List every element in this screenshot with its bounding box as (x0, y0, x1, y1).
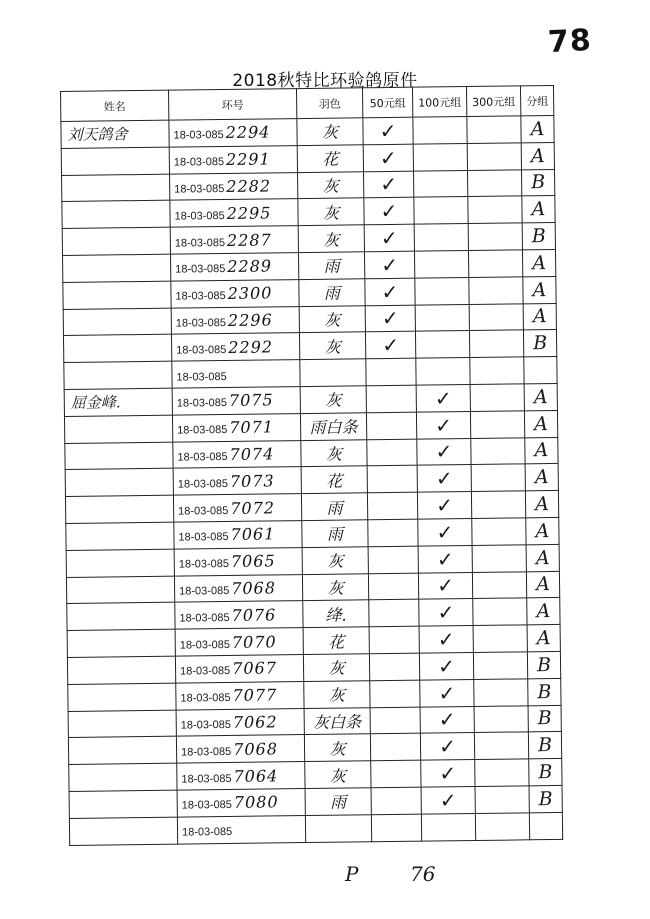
group-100-check-cell (421, 813, 475, 840)
feather-color-cell: 灰 (302, 547, 368, 575)
ring-prefix: 18-03-085 (181, 799, 232, 812)
group-100-check-cell: ✓ (421, 786, 475, 813)
column-header-group-300: 300元组 (466, 86, 520, 117)
ring-number-cell (173, 467, 301, 495)
owner-name-cell (64, 415, 172, 443)
feather-color-cell: 灰 (298, 198, 364, 226)
ring-number-cell (176, 735, 304, 763)
owner-name-cell (69, 790, 177, 818)
group-300-check-cell (470, 411, 524, 438)
ring-suffix-handwritten: 7068 (231, 578, 277, 598)
ring-suffix-handwritten: 2300 (227, 283, 273, 304)
ring-suffix-handwritten: 2296 (227, 310, 273, 330)
owner-name-cell (66, 522, 174, 550)
owner-name-cell (63, 254, 171, 282)
group-100-check-cell: ✓ (419, 626, 473, 653)
ring-prefix: 18-03-085 (180, 692, 231, 705)
group-letter-cell: A (523, 303, 556, 330)
group-300-check-cell (471, 437, 525, 464)
group-50-check-cell: ✓ (365, 305, 415, 332)
ring-suffix-handwritten: 7072 (230, 497, 276, 518)
group-300-check-cell (472, 571, 526, 598)
ring-prefix: 18-03-085 (179, 584, 230, 598)
footer-mark-p: P (345, 862, 359, 886)
group-100-check-cell: ✓ (416, 411, 470, 438)
group-100-check-cell (414, 197, 468, 224)
ring-number-cell (173, 440, 301, 468)
ring-number-cell (175, 628, 303, 656)
ring-suffix-handwritten: 7077 (232, 685, 278, 706)
column-header-group: 分组 (520, 85, 553, 115)
owner-name-cell (67, 656, 175, 684)
group-50-check-cell: ✓ (364, 251, 414, 278)
group-100-check-cell: ✓ (418, 518, 472, 545)
ring-suffix-handwritten: 7070 (231, 631, 277, 652)
table-row (69, 812, 562, 845)
ring-prefix: 18-03-085 (175, 263, 226, 276)
group-100-check-cell (415, 277, 469, 304)
group-letter-cell: B (523, 330, 556, 357)
ring-number-cell (177, 788, 305, 816)
ring-suffix-handwritten: 7075 (228, 390, 274, 411)
footer-mark-number: 76 (410, 862, 436, 886)
group-50-check-cell (370, 707, 420, 734)
ring-suffix-handwritten: 7076 (231, 605, 277, 625)
group-50-check-cell (369, 626, 419, 653)
owner-name-cell (61, 147, 169, 175)
ring-suffix-handwritten: 2289 (227, 256, 273, 277)
ring-number-cell (172, 387, 300, 415)
ring-prefix: 18-03-085 (176, 370, 227, 384)
group-letter-cell (529, 812, 562, 839)
group-letter-cell: A (525, 464, 558, 491)
group-letter-cell (524, 357, 557, 384)
ring-suffix-handwritten: 7074 (229, 444, 275, 464)
ring-prefix: 18-03-085 (174, 209, 225, 223)
group-100-check-cell: ✓ (418, 572, 472, 599)
ring-prefix: 18-03-085 (178, 504, 229, 518)
ring-suffix-handwritten: 2294 (225, 122, 271, 143)
ring-number-cell (176, 681, 304, 709)
ring-prefix: 18-03-085 (177, 450, 228, 464)
group-300-check-cell (472, 518, 526, 545)
group-100-check-cell (415, 304, 469, 331)
column-header-name: 姓名 (61, 90, 169, 121)
group-300-check-cell (473, 598, 527, 625)
owner-name-cell (69, 817, 177, 845)
ring-prefix: 18-03-085 (180, 718, 231, 732)
owner-name-cell (68, 683, 176, 711)
group-50-check-cell (369, 599, 419, 626)
group-100-check-cell (413, 117, 467, 144)
ring-prefix: 18-03-085 (176, 343, 227, 357)
feather-color-cell: 灰 (299, 332, 365, 360)
ring-prefix: 18-03-085 (173, 129, 224, 143)
feather-color-cell: 雨 (301, 493, 367, 521)
group-50-check-cell: ✓ (365, 278, 415, 305)
group-letter-cell: A (524, 383, 557, 410)
ring-number-cell (170, 172, 298, 200)
group-letter-cell: B (521, 169, 554, 196)
ring-number-cell (175, 601, 303, 629)
feather-color-cell: 灰 (301, 439, 367, 467)
ring-suffix-handwritten: 7065 (230, 551, 276, 572)
ring-number-cell (175, 655, 303, 683)
feather-color-cell: 灰 (304, 680, 370, 708)
group-300-check-cell (475, 786, 529, 813)
ring-prefix: 18-03-085 (181, 826, 233, 839)
group-300-check-cell (473, 625, 527, 652)
ring-suffix-handwritten: 7073 (229, 471, 275, 491)
group-100-check-cell: ✓ (420, 706, 474, 733)
ring-number-cell (171, 333, 299, 361)
owner-name-cell: 屈金峰. (64, 388, 172, 416)
column-header-group-50: 50元组 (362, 87, 412, 118)
group-letter-cell: A (525, 491, 558, 518)
group-letter-cell: A (523, 276, 556, 303)
feather-color-cell: 灰 (299, 305, 365, 333)
ring-prefix: 18-03-085 (176, 397, 228, 410)
group-letter-cell: A (527, 598, 560, 625)
group-100-check-cell: ✓ (420, 733, 474, 760)
group-50-check-cell: ✓ (364, 224, 414, 251)
group-50-check-cell (366, 385, 416, 412)
ring-suffix-handwritten: 7064 (233, 765, 279, 786)
group-letter-cell: B (527, 651, 560, 678)
owner-name-cell (64, 361, 172, 389)
owner-name-cell (66, 549, 174, 577)
group-letter-cell: A (521, 115, 554, 142)
owner-name-cell (67, 602, 175, 630)
ring-number-cell (169, 145, 297, 173)
group-50-check-cell: ✓ (363, 117, 413, 144)
owner-name-cell: 刘天鸽舍 (61, 120, 169, 148)
owner-name-cell (62, 174, 170, 202)
group-100-check-cell (415, 331, 469, 358)
feather-color-cell: 灰 (298, 171, 364, 199)
ring-suffix-handwritten: 2295 (226, 203, 272, 223)
ring-number-cell (171, 279, 299, 307)
group-letter-cell: A (527, 625, 560, 652)
group-300-check-cell (470, 384, 524, 411)
group-50-check-cell: ✓ (363, 144, 413, 171)
group-50-check-cell (370, 680, 420, 707)
feather-color-cell (305, 814, 371, 842)
owner-name-cell (63, 308, 171, 336)
owner-name-cell (68, 736, 176, 764)
feather-color-cell: 雨白条 (300, 413, 366, 441)
group-100-check-cell: ✓ (420, 679, 474, 706)
group-letter-cell: B (528, 705, 561, 732)
group-100-check-cell (413, 143, 467, 170)
ring-number-cell (173, 494, 301, 522)
group-letter-cell: A (526, 571, 559, 598)
group-300-check-cell (467, 169, 521, 196)
group-50-check-cell (371, 760, 421, 787)
ring-number-cell (174, 521, 302, 549)
group-100-check-cell (414, 251, 468, 278)
group-100-check-cell: ✓ (416, 384, 470, 411)
group-300-check-cell (467, 116, 521, 143)
group-50-check-cell (370, 733, 420, 760)
ring-prefix: 18-03-085 (181, 745, 232, 759)
ring-number-cell (172, 413, 300, 441)
group-100-check-cell: ✓ (417, 492, 471, 519)
group-100-check-cell: ✓ (418, 545, 472, 572)
feather-color-cell: 灰 (302, 573, 368, 601)
group-300-check-cell (469, 330, 523, 357)
group-50-check-cell (371, 787, 421, 814)
feather-color-cell: 灰 (303, 654, 369, 682)
feather-color-cell: 绛. (303, 600, 369, 628)
group-letter-cell: A (526, 544, 559, 571)
group-300-check-cell (475, 759, 529, 786)
ring-number-cell (176, 708, 304, 736)
owner-name-cell (68, 710, 176, 738)
group-letter-cell: A (525, 437, 558, 464)
group-100-check-cell: ✓ (419, 599, 473, 626)
register-table-wrapper (60, 85, 562, 854)
group-300-check-cell (475, 813, 529, 840)
group-letter-cell: B (529, 785, 562, 812)
owner-name-cell (65, 442, 173, 470)
group-50-check-cell (367, 466, 417, 493)
feather-color-cell: 花 (297, 145, 363, 173)
owner-name-cell (65, 495, 173, 523)
feather-color-cell (300, 359, 366, 387)
column-header-ring: 环号 (168, 89, 296, 121)
group-letter-cell: A (522, 196, 555, 223)
ring-prefix: 18-03-085 (178, 531, 229, 544)
owner-name-cell (62, 227, 170, 255)
owner-name-cell (63, 335, 171, 363)
ring-suffix-handwritten: 7067 (232, 658, 278, 679)
owner-name-cell (67, 629, 175, 657)
ring-suffix-handwritten: 7071 (229, 417, 275, 438)
group-300-check-cell (471, 491, 525, 518)
ring-number-cell (169, 119, 297, 147)
feather-color-cell: 灰 (304, 734, 370, 762)
feather-color-cell: 雨 (302, 520, 368, 548)
group-300-check-cell (471, 464, 525, 491)
group-50-check-cell (367, 439, 417, 466)
ring-prefix: 18-03-085 (173, 156, 225, 169)
ring-suffix-handwritten: 2282 (226, 176, 272, 196)
group-letter-cell: A (521, 142, 554, 169)
group-50-check-cell (368, 519, 418, 546)
group-100-check-cell (414, 170, 468, 197)
group-letter-cell: B (529, 759, 562, 786)
group-50-check-cell: ✓ (364, 198, 414, 225)
document-title: 2018秋特比环验鸽原件 (232, 71, 418, 91)
group-50-check-cell (366, 412, 416, 439)
group-100-check-cell (414, 224, 468, 251)
ring-prefix: 18-03-085 (175, 316, 227, 330)
ring-suffix-handwritten: 2287 (226, 230, 272, 250)
ring-number-cell (177, 762, 305, 790)
ring-number-cell (174, 547, 302, 575)
owner-name-cell (63, 281, 171, 309)
group-100-check-cell (416, 358, 470, 385)
feather-color-cell: 雨 (305, 788, 371, 816)
feather-color-cell: 灰 (298, 225, 364, 253)
group-50-check-cell: ✓ (365, 332, 415, 359)
table-body (61, 115, 563, 844)
page-number: 78 (547, 22, 593, 61)
feather-color-cell: 灰白条 (304, 707, 370, 735)
ring-suffix-handwritten: 7080 (233, 792, 279, 813)
group-100-check-cell: ✓ (421, 760, 475, 787)
ring-number-cell (174, 574, 302, 602)
column-header-group-100: 100元组 (412, 87, 466, 118)
ring-number-cell (171, 306, 299, 334)
ring-suffix-handwritten: 7061 (230, 524, 276, 545)
ring-prefix: 18-03-085 (178, 558, 230, 571)
owner-name-cell (65, 469, 173, 497)
ring-suffix-handwritten: 2291 (225, 149, 271, 170)
ring-prefix: 18-03-085 (177, 477, 229, 491)
group-300-check-cell (469, 277, 523, 304)
feather-color-cell: 灰 (297, 118, 363, 146)
feather-color-cell: 花 (303, 627, 369, 655)
group-300-check-cell (472, 545, 526, 572)
ring-prefix: 18-03-085 (179, 611, 230, 625)
group-300-check-cell (468, 250, 522, 277)
owner-name-cell (66, 576, 174, 604)
group-letter-cell: B (528, 678, 561, 705)
ring-suffix-handwritten: 7062 (232, 712, 278, 732)
group-100-check-cell: ✓ (417, 465, 471, 492)
group-letter-cell: B (522, 223, 555, 250)
group-50-check-cell (366, 358, 416, 385)
group-300-check-cell (474, 732, 528, 759)
ring-number-cell (177, 815, 305, 843)
ring-prefix: 18-03-085 (177, 424, 228, 437)
group-300-check-cell (468, 223, 522, 250)
ring-number-cell (172, 360, 300, 388)
ring-prefix: 18-03-085 (181, 772, 232, 786)
group-300-check-cell (468, 196, 522, 223)
group-300-check-cell (467, 143, 521, 170)
group-300-check-cell (474, 679, 528, 706)
group-100-check-cell: ✓ (417, 438, 471, 465)
feather-color-cell: 雨 (298, 252, 364, 280)
owner-name-cell (69, 763, 177, 791)
group-50-check-cell (371, 814, 421, 841)
ring-number-cell (170, 199, 298, 227)
feather-color-cell: 花 (301, 466, 367, 494)
ring-prefix: 18-03-085 (175, 290, 226, 303)
group-300-check-cell (470, 357, 524, 384)
feather-color-cell: 灰 (305, 761, 371, 789)
feather-color-cell: 灰 (300, 386, 366, 414)
group-300-check-cell (469, 303, 523, 330)
group-letter-cell: A (526, 517, 559, 544)
ring-prefix: 18-03-085 (174, 182, 225, 196)
group-letter-cell: A (524, 410, 557, 437)
ring-suffix-handwritten: 7068 (233, 739, 279, 759)
group-300-check-cell (473, 652, 527, 679)
ring-prefix: 18-03-085 (174, 236, 226, 250)
group-50-check-cell (369, 653, 419, 680)
group-300-check-cell (474, 705, 528, 732)
ring-prefix: 18-03-085 (180, 665, 231, 678)
pigeon-register-table (60, 85, 563, 845)
ring-number-cell (170, 226, 298, 254)
group-50-check-cell (368, 573, 418, 600)
group-letter-cell: A (522, 249, 555, 276)
group-50-check-cell (367, 492, 417, 519)
group-letter-cell: B (528, 732, 561, 759)
group-50-check-cell: ✓ (364, 171, 414, 198)
ring-suffix-handwritten: 2292 (228, 337, 274, 357)
ring-prefix: 18-03-085 (179, 638, 231, 652)
column-header-color: 羽色 (296, 88, 362, 119)
ring-number-cell (171, 253, 299, 281)
group-50-check-cell (368, 546, 418, 573)
owner-name-cell (62, 201, 170, 229)
feather-color-cell: 雨 (299, 279, 365, 307)
group-100-check-cell: ✓ (419, 652, 473, 679)
